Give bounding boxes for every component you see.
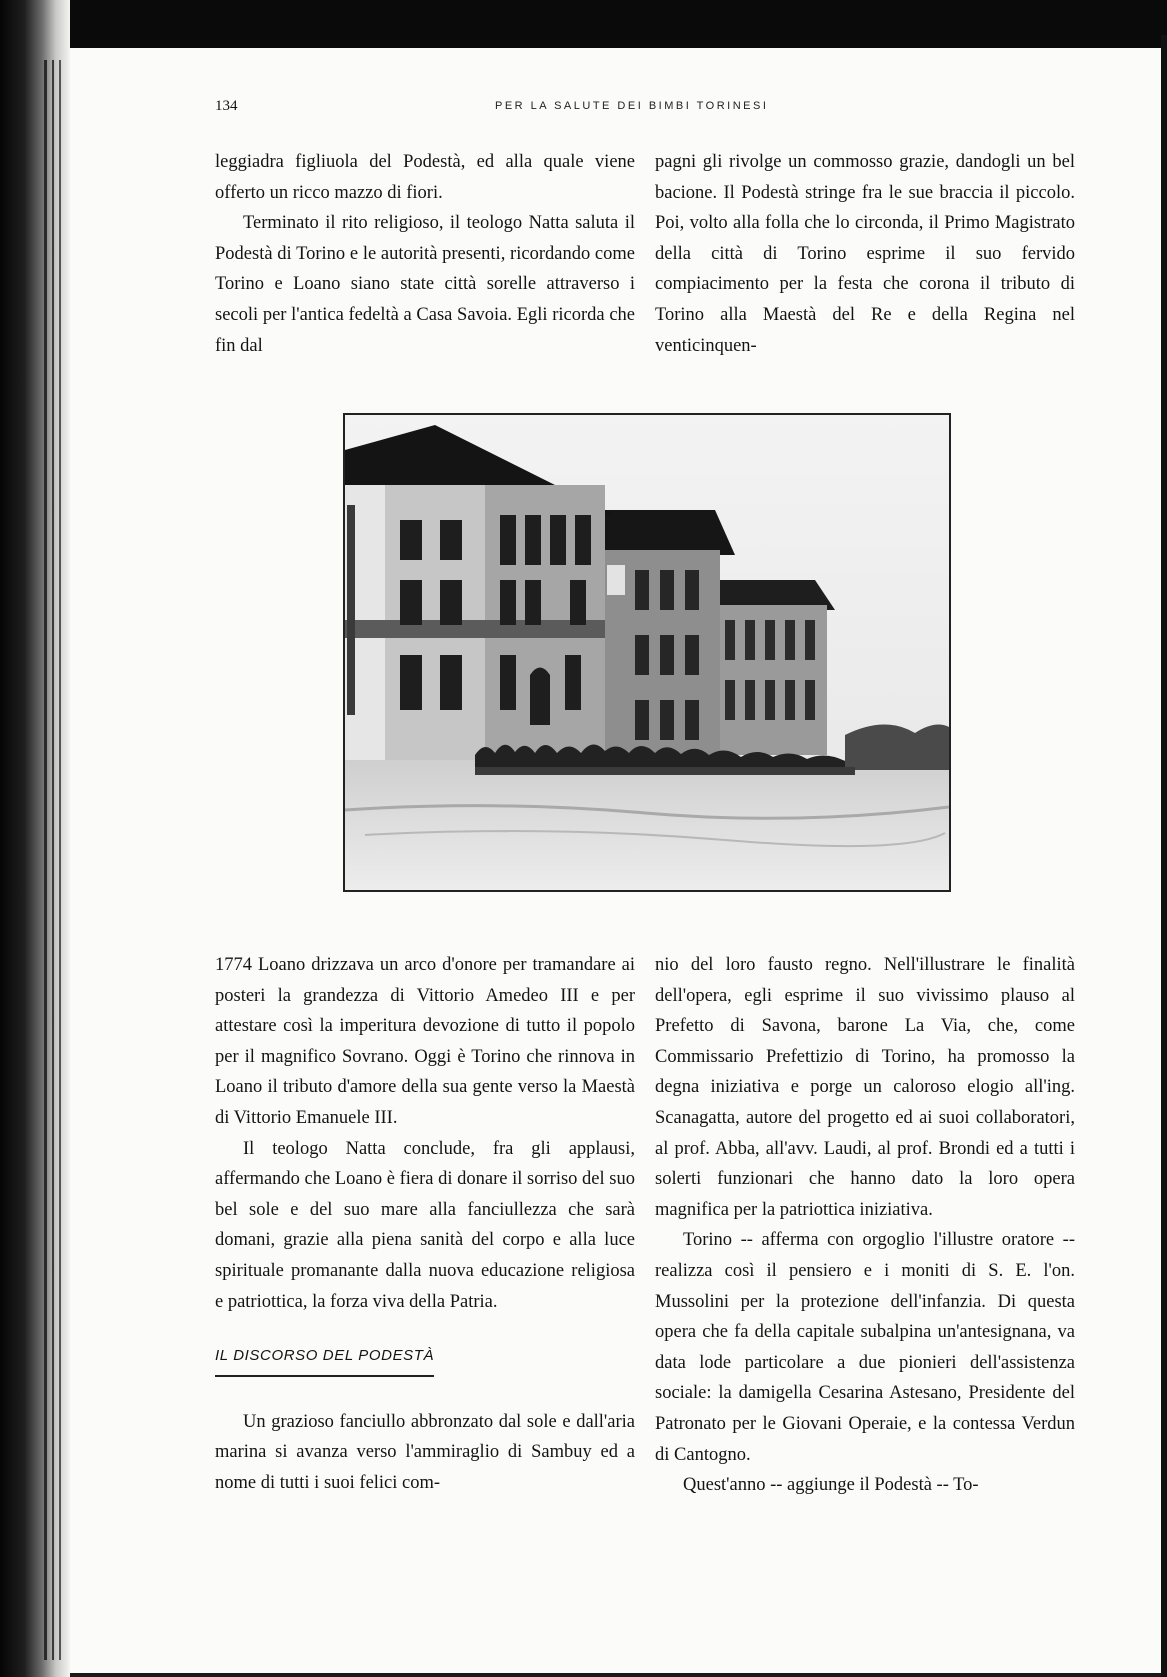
top-right-column <box>655 147 1075 361</box>
paragraph: Quest'anno -- aggiunge il Podestà -- To- <box>683 1475 979 1496</box>
paragraph: 1774 Loano drizzava un arco d'onore per tramandare ai posteri la grandezza di Vittorio Amedeo III e per attestare così la imperitura devozione di tutto il popolo per il magnifico Sovrano. Oggi è Torino che rinnova in Loano il tributo d'amore della sua gente verso la Maestà di Vittorio Emanuele III. <box>215 955 635 1128</box>
paragraph: Terminato il rito religioso, il teologo Natta saluta il Podestà di Torino e le autorità presenti, ricordando come Torino e Loano siano state città sorelle attraverso i secoli per l'antica fedeltà a Casa Savoia. Egli ricorda che fin dal <box>215 213 635 356</box>
scan-top-border <box>0 0 1167 48</box>
paragraph: Un grazioso fanciullo abbronzato dal sole e dall'aria marina si avanza verso l'ammiraglio di Sambuy ed a nome di tutti i suoi felici com- <box>215 1411 635 1493</box>
paragraph: nio del loro fausto regno. Nell'illustrare le finalità dell'opera, egli esprime il suo vivissimo plauso al Prefetto di Savona, barone La Via, che, come Commissario Prefettizio di Torino, ha promosso la degna iniziativa e porge un caloroso elogio all'ing. Scanagatta, autore del progetto ed ai suoi collaboratori, al prof. Abba, all'avv. Laudi, al prof. Brondi ed a tutti i solerti funzionari che hanno dato la loro opera magnifica per la patriottica iniziativa. <box>655 955 1075 1220</box>
paragraph: leggiadra figliuola del Podestà, ed alla quale viene offerto un ricco mazzo di fiori. <box>215 152 635 203</box>
page-number: 134 <box>215 98 238 114</box>
running-title: PER LA SALUTE DEI BIMBI TORINESI <box>495 100 769 112</box>
paragraph: Torino -- afferma con orgoglio l'illustre oratore -- realizza così il pensiero e i moniti di S. E. l'on. Mussolini per la protezione dell'infanzia. Di questa opera che fa della capitale subalpina un'antesignana, va data lode particolare a due pionieri dell'assistenza sociale: la damigella Cesarina Astesano, Presidente del Patronato per le Giovani Operaie, e la contessa Verdun di Cantogno. <box>655 1230 1075 1465</box>
gutter-line <box>52 60 54 1660</box>
gutter-line <box>59 60 61 1660</box>
paragraph: pagni gli rivolge un commosso grazie, dandogli un bel bacione. Il Podestà stringe fra le sue braccia il piccolo. Poi, volto alla folla che lo circonda, il Primo Magistrato della città di Torino esprime il suo fervido compiacimento per la festa che corona il tributo di Torino alla Maestà del Re e della Regina nel venticinquen- <box>655 152 1075 356</box>
section-heading: IL DISCORSO DEL PODESTÀ <box>215 1341 434 1377</box>
gutter-line <box>44 60 47 1660</box>
bottom-left-column <box>215 950 635 1499</box>
top-left-column <box>215 147 635 361</box>
building-photo <box>343 413 951 892</box>
bottom-right-column <box>655 950 1075 1501</box>
scan-right-border <box>1161 35 1167 1677</box>
paragraph: Il teologo Natta conclude, fra gli applausi, affermando che Loano è fiera di donare il sorriso del suo bel sole e del suo mare alla fanciullezza che sarà domani, grazie alla piena sanità del corpo e alla luce spirituale promanante dalla nuova educazione religiosa e patriottica, la forza viva della Patria. <box>215 1138 635 1312</box>
